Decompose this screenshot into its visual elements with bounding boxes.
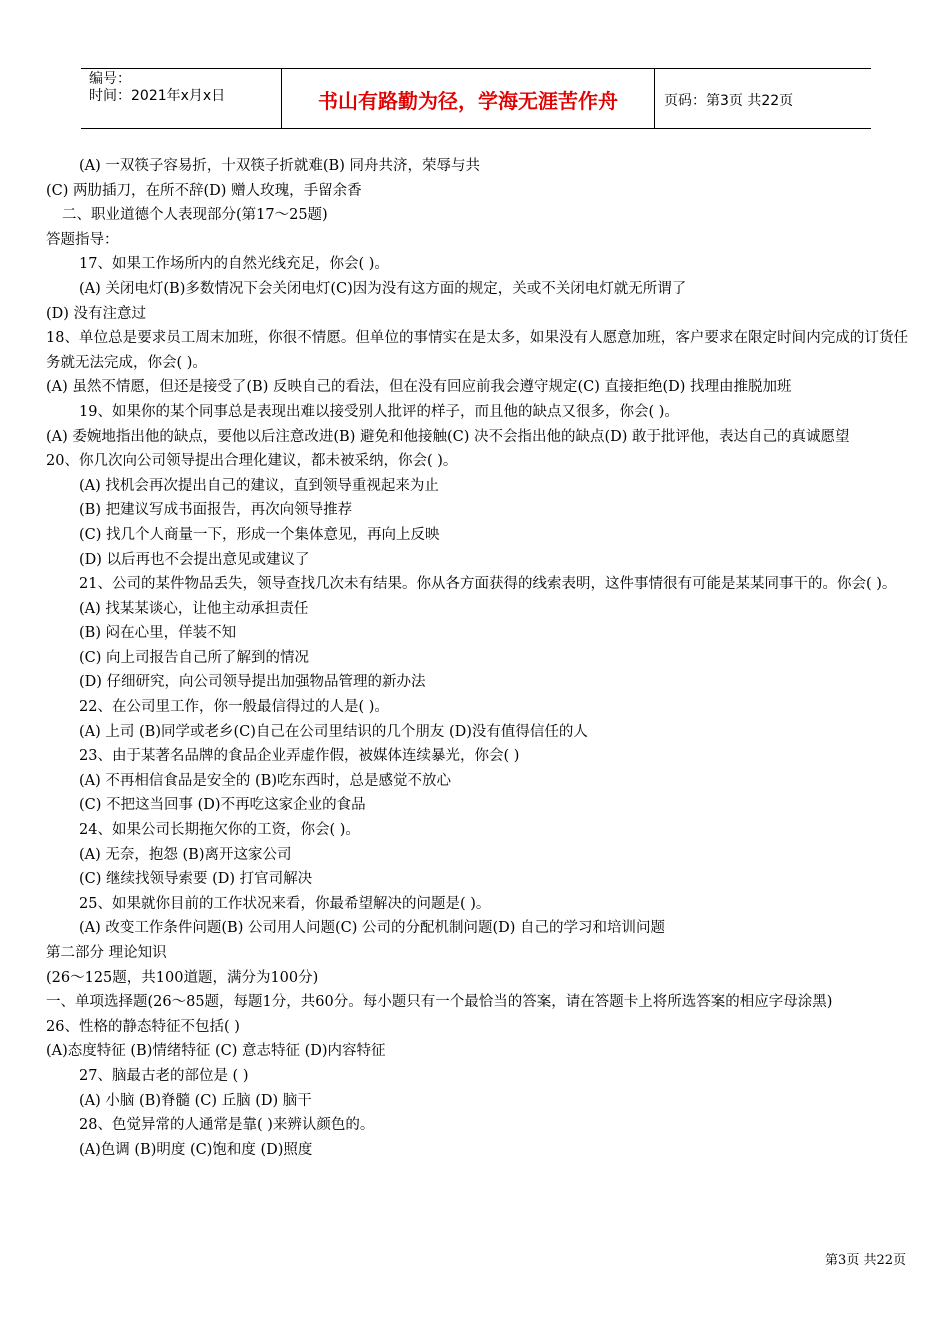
options: (A) 不再相信食品是安全的 (B)吃东西时，总是感觉不放心	[79, 772, 451, 789]
option: (B) 把建议写成书面报告，再次向领导推荐	[79, 502, 353, 519]
options: (A) 关闭电灯(B)多数情况下会关闭电灯(C)因为没有这方面的规定，关或不关闭电灯就无所谓了	[79, 280, 687, 297]
question: 17、如果工作场所内的自然光线充足，你会( )。	[79, 256, 389, 273]
option: (B) 闷在心里，佯装不知	[79, 625, 237, 642]
part-heading: 第二部分 理论知识	[46, 945, 167, 961]
options: (A) 虽然不情愿，但还是接受了(B) 反映自己的看法，但在没有回应前我会遵守规定(C) 直接拒绝(D) 找理由推脱加班	[46, 379, 792, 396]
section-heading: 二、职业道德个人表现部分(第17～25题)	[62, 207, 328, 224]
option: (A) 找某某谈心，让他主动承担责任	[79, 600, 309, 617]
options: (A)态度特征 (B)情绪特征 (C) 意志特征 (D)内容特征	[46, 1043, 386, 1060]
question: 18、单位总是要求员工周末加班，你很不情愿。但单位的事情实在是太多，如果没有人愿意加班，客户要求在限定时间内完成的订货任务就无法完成，你会( )。	[46, 330, 908, 371]
question: 19、如果你的某个同事总是表现出难以接受别人批评的样子，而且他的缺点又很多，你会( )。	[79, 403, 679, 420]
options: (C) 不把这当回事 (D)不再吃这家企业的食品	[79, 797, 366, 814]
page-header	[81, 68, 871, 129]
question: 24、如果公司长期拖欠你的工资，你会( )。	[79, 822, 360, 839]
serial-label: 编号：	[89, 71, 131, 87]
motto: 书山有路勤为径，学海无涯苦作舟	[282, 69, 655, 128]
header-left-cell	[81, 69, 282, 128]
text-line: (C) 两肋插刀，在所不辞(D) 赠人玫瑰，手留余香	[46, 182, 362, 199]
question: 26、性格的静态特征不包括( )	[46, 1018, 240, 1035]
document-body	[46, 154, 908, 1162]
options: (A) 上司 (B)同学或老乡(C)自己在公司里结识的几个朋友 (D)没有值得信任的人	[79, 723, 588, 740]
options: (C) 继续找领导索要 (D) 打官司解决	[79, 871, 313, 888]
time-label: 时间：2021年x月x日	[89, 88, 226, 104]
question: 22、在公司里工作，你一般最信得过的人是( )。	[79, 699, 389, 716]
question: 21、公司的某件物品丢失，领导查找几次未有结果。你从各方面获得的线索表明，这件事情很有可能是某某同事干的。你会( )。	[79, 576, 897, 593]
page-footer: 第3页 共22页	[825, 1253, 906, 1268]
question: 25、如果就你目前的工作状况来看，你最希望解决的问题是( )。	[79, 895, 491, 912]
options: (A) 改变工作条件问题(B) 公司用人问题(C) 公司的分配机制问题(D) 自己的学习和培训问题	[79, 920, 666, 937]
page-label: 页码：第3页 共22页	[664, 92, 794, 109]
section-heading: 一、单项选择题(26～85题，每题1分，共60分。每小题只有一个最恰当的答案，请在答题卡上将所选答案的相应字母涂黑)	[46, 994, 833, 1011]
options: (D) 没有注意过	[46, 305, 147, 322]
question: 23、由于某著名品牌的食品企业弄虚作假，被媒体连续暴光，你会( )	[79, 748, 520, 765]
text-line: 答题指导：	[46, 231, 119, 248]
option: (C) 向上司报告自己所了解到的情况	[79, 649, 310, 666]
text-line: (A) 一双筷子容易折，十双筷子折就难(B) 同舟共济，荣辱与共	[79, 158, 480, 174]
option: (A) 找机会再次提出自己的建议，直到领导重视起来为止	[79, 477, 439, 494]
option: (D) 仔细研究，向公司领导提出加强物品管理的新办法	[79, 674, 426, 691]
option: (C) 找几个人商量一下，形成一个集体意见，再向上反映	[79, 526, 440, 543]
options: (A)色调 (B)明度 (C)饱和度 (D)照度	[79, 1141, 313, 1158]
options: (A) 小脑 (B)脊髓 (C) 丘脑 (D) 脑干	[79, 1092, 312, 1109]
text-line: (26～125题，共100道题，满分为100分)	[46, 969, 319, 986]
question: 28、色觉异常的人通常是靠( )来辨认颜色的。	[79, 1117, 375, 1134]
option: (D) 以后再也不会提出意见或建议了	[79, 551, 310, 568]
options: (A) 无奈，抱怨 (B)离开这家公司	[79, 846, 292, 863]
options: (A) 委婉地指出他的缺点，要他以后注意改进(B) 避免和他接触(C) 决不会指出他的缺点(D) 敢于批评他，表达自己的真诚愿望	[46, 428, 850, 445]
question: 27、脑最古老的部位是 ( )	[79, 1067, 249, 1084]
question: 20、你几次向公司领导提出合理化建议，都未被采纳，你会( )。	[46, 453, 458, 470]
